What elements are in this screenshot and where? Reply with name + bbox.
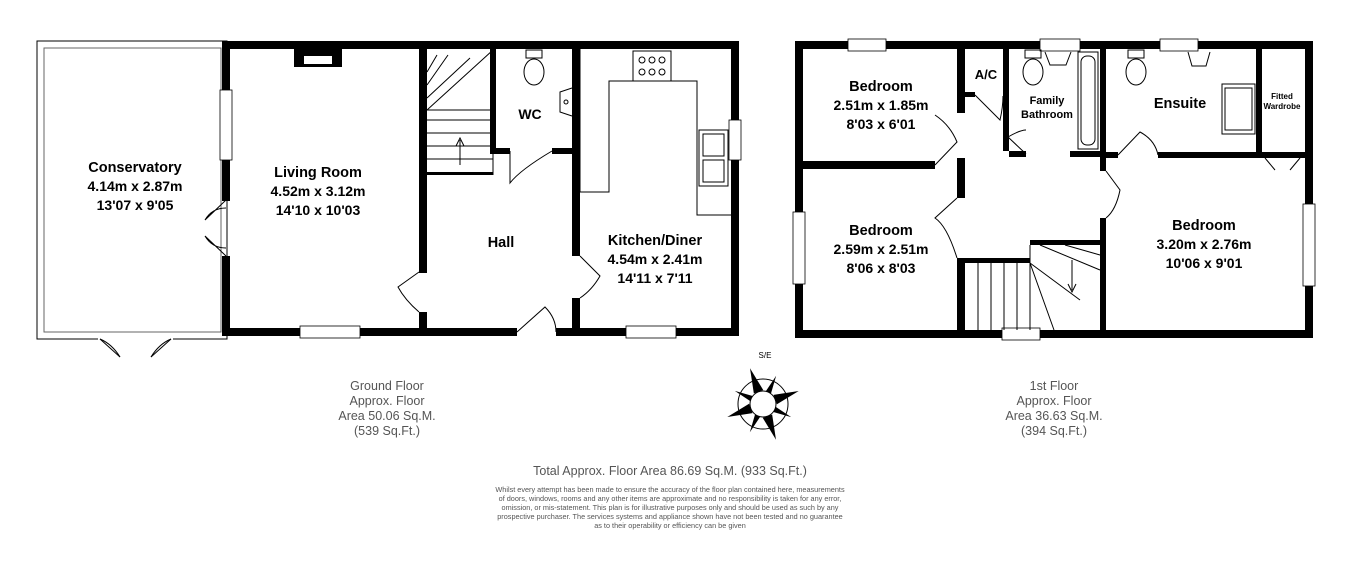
first-floor [793,39,1315,340]
living-room-metric: 4.52m x 3.12m [270,183,366,199]
ground-info-line3: Area 50.06 Sq.M. [338,409,436,423]
ground-floor [37,41,741,357]
first-stairs [978,245,1100,330]
bedroom-mid-imperial: 8'06 x 8'03 [846,260,916,276]
disclaimer-line2: of doors, windows, rooms and any other items are approximate and no responsibility is taken for any error, [498,494,842,503]
compass-rose-icon [714,355,811,452]
hall-name: Hall [487,235,515,251]
total-floor-area: Total Approx. Floor Area 86.69 Sq.M. (933 Sq.Ft.) [533,464,807,478]
first-info-line3: Area 36.63 Sq.M. [1005,409,1103,423]
conservatory-imperial: 13'07 x 9'05 [96,197,174,213]
kitchen-imperial: 14'11 x 7'11 [617,270,693,286]
bedroom-main-imperial: 10'06 x 9'01 [1165,255,1243,271]
kitchen-name: Kitchen/Diner [607,233,703,249]
ground-fixtures [524,49,731,215]
kitchen-metric: 4.54m x 2.41m [607,251,703,267]
living-room-imperial: 14'10 x 10'03 [275,202,361,218]
ground-info-line4: (539 Sq.Ft.) [354,424,420,438]
first-info-line2: Approx. Floor [1016,394,1092,408]
compass [714,351,811,453]
bedroom-small-imperial: 8'03 x 6'01 [846,116,916,132]
first-floor-info [1005,379,1102,438]
fitted-wardrobe-line2: Wardrobe [1263,102,1301,111]
fitted-wardrobe-line1: Fitted [1271,92,1293,101]
disclaimer-line3: omission, or mis-statement. This plan is for illustrative purposes only and should be used as such by any [501,503,839,512]
disclaimer-line1: Whilst every attempt has been made to ensure the accuracy of the floor plan contained here, measurements [495,485,845,494]
ground-info-line2: Approx. Floor [349,394,425,408]
living-room-name: Living Room [274,165,362,181]
disclaimer-line5: as to their operability or efficiency can be given [594,521,746,530]
family-bathroom-line2: Bathroom [1021,109,1073,121]
ground-stairs [427,50,493,175]
conservatory-name: Conservatory [88,160,182,176]
bedroom-main-name: Bedroom [1172,218,1236,234]
bedroom-small-name: Bedroom [849,79,913,95]
bedroom-small-metric: 2.51m x 1.85m [833,97,929,113]
first-doors [935,95,1300,258]
ac-name: A/C [974,67,998,82]
disclaimer-line4: prospective purchaser. The services systems and appliance shown have not been tested and no guarantee [497,512,843,521]
first-info-line4: (394 Sq.Ft.) [1021,424,1087,438]
wc-name: WC [518,106,542,122]
bedroom-mid-name: Bedroom [849,223,913,239]
family-bathroom-line1: Family [1029,95,1065,107]
first-info-line1: 1st Floor [1029,379,1079,393]
compass-label: S/E [758,351,772,360]
ground-labels [88,106,703,286]
bedroom-mid-metric: 2.59m x 2.51m [833,241,929,257]
ground-floor-info [338,379,435,438]
ensuite-name: Ensuite [1153,96,1207,112]
ground-info-line1: Ground Floor [350,379,424,393]
bedroom-main-metric: 3.20m x 2.76m [1156,236,1252,252]
conservatory-metric: 4.14m x 2.87m [87,178,183,194]
disclaimer [495,485,845,530]
